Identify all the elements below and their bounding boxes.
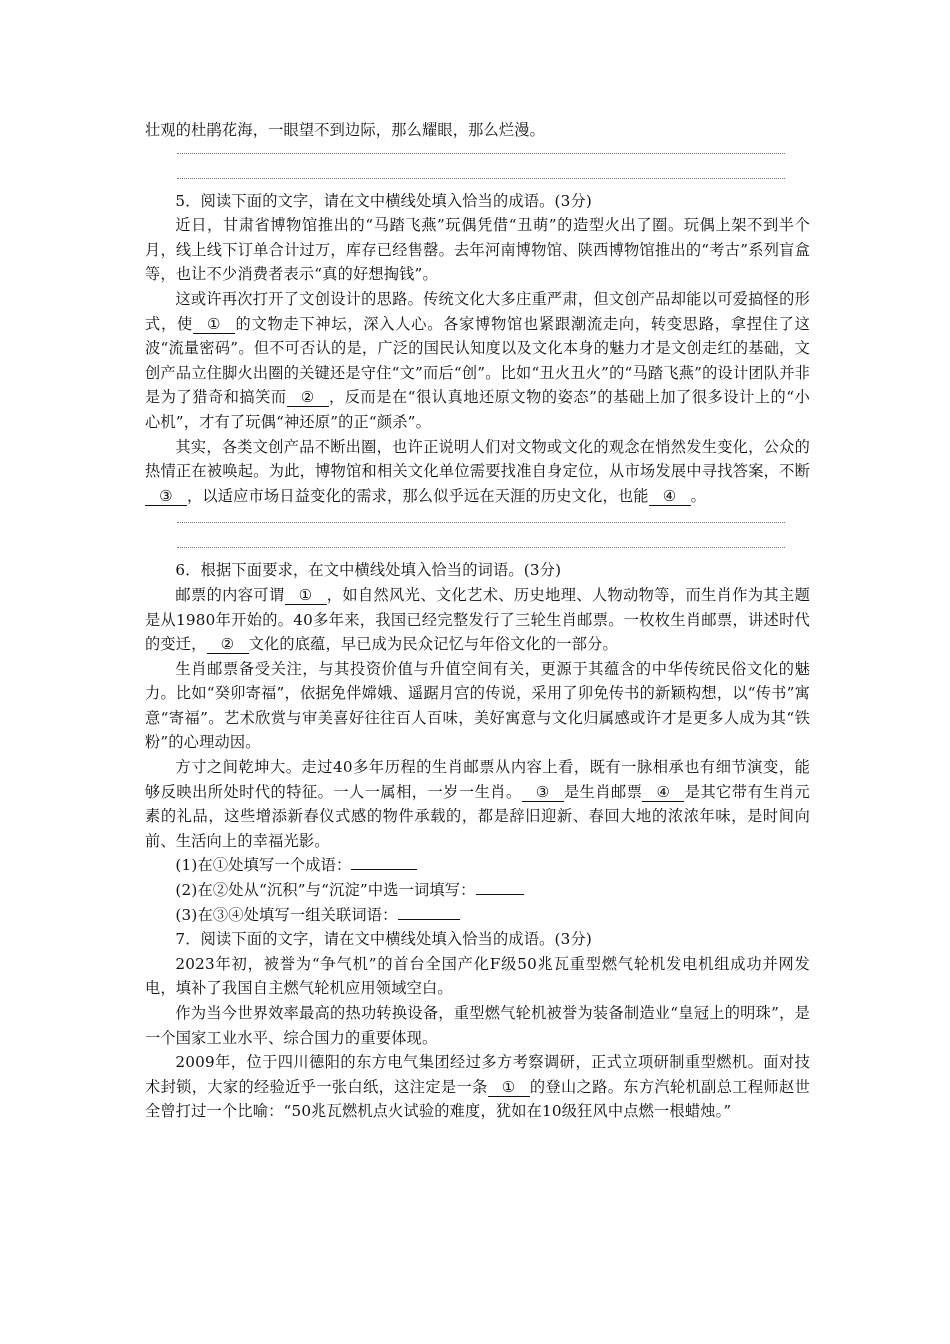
text-segment: 是其它带有生肖元素的礼品，这些增添新春仪式感的物件承载的，都是辞旧迎新、春回大地的浓浓年味，是时间向前、生活向上的幸福光影。 xyxy=(145,782,810,850)
q6-blank-1[interactable]: ① xyxy=(285,586,327,605)
answer-blank[interactable] xyxy=(476,880,524,895)
q6-sub-question-2 xyxy=(145,878,810,903)
q7-title: 7．阅读下面的文字，请在文中横线处填入恰当的成语。(3分) xyxy=(175,930,593,949)
q5-paragraph-1: 近日，甘肃省博物馆推出的“马踏飞燕”玩偶凭借“丑萌”的造型火出了圈。玩偶上架不到半个月，线上线下订单合计过万，库存已经售罄。去年河南博物馆、陕西博物馆推出的“考古”系列盲盒等，也让不少消费者表示“真的好想掏钱”。 xyxy=(145,216,810,284)
q5-blank-4[interactable]: ④ xyxy=(649,487,691,506)
q6-title: 6．根据下面要求，在文中横线处填入恰当的词语。(3分) xyxy=(175,561,562,580)
answer-lines-top xyxy=(177,153,785,179)
q6-blank-4[interactable]: ④ xyxy=(642,783,684,802)
q7-paragraph-1: 2023年初，被誉为“争气机”的首台全国产化F级50兆瓦重型燃气轮机发电机组成功并网发电，填补了我国自主燃气轮机应用领域空白。 xyxy=(145,954,810,998)
q7-paragraph-2: 作为当今世界效率最高的热功转换设备，重型燃气轮机被誉为装备制造业“皇冠上的明珠”，是一个国家工业水平、综合国力的重要体现。 xyxy=(145,1004,810,1047)
continuation-text: 壮观的杜鹃花海，一眼望不到边际，那么耀眼，那么烂漫。 xyxy=(145,121,546,139)
text-segment: 这或许再次打开了文创设计的思路。传统文化大多庄重严肃，但文创产品却能以可爱搞怪的形式，使 xyxy=(145,289,810,333)
answer-line[interactable] xyxy=(177,547,785,548)
text-segment: 邮票的内容可谓 xyxy=(175,585,285,604)
q6-paragraph-1 xyxy=(145,583,810,657)
text-segment: 是生肖邮票 xyxy=(563,782,643,801)
q5-paragraph-3 xyxy=(145,435,810,509)
answer-line[interactable] xyxy=(177,178,785,179)
text-segment: ，反而是在“很认真地还原文物的姿态”的基础上加了很多设计上的“小心机”，才有了玩偶“神还原”的正“颜杀”。 xyxy=(145,388,810,431)
text-segment: ，以适应市场日益变化的需求，那么似乎远在天涯的历史文化，也能 xyxy=(187,486,649,505)
text-segment: ，如自然风光、文化艺术、历史地理、人物动物等，而生肖作为其主题是从1980年开始的。40多年来，我国已经完整发行了三轮生肖邮票。一枚枚生肖邮票，讲述时代的变迁， xyxy=(145,585,810,654)
sub-question-label: (2)在②处从“沉积”与“沉淀”中选一词填写： xyxy=(175,881,476,900)
document-page xyxy=(145,118,810,1124)
q6-blank-2[interactable]: ② xyxy=(207,635,249,654)
q5-blank-1[interactable]: ① xyxy=(193,315,235,334)
q5-title: 5．阅读下面的文字，请在文中横线处填入恰当的成语。(3分) xyxy=(175,191,593,210)
answer-blank[interactable] xyxy=(351,855,417,870)
text-segment: 文化的底蕴，早已成为民众记忆与年俗文化的一部分。 xyxy=(248,635,618,654)
text-segment: 2009年，位于四川德阳的东方电气集团经过多方考察调研，正式立项研制重型燃机。面对技术封锁，大家的经验近乎一张白纸，这注定是一条 xyxy=(145,1053,810,1096)
q5-blank-2[interactable]: ② xyxy=(287,388,329,407)
text-segment: 方寸之间乾坤大。走过40多年历程的生肖邮票从内容上看，既有一脉相承也有细节演变，能够反映出所处时代的特征。一人一属相，一岁一生肖。 xyxy=(145,758,810,801)
text-segment: 的文物走下神坛，深入人心。各家博物馆也紧跟潮流走向，转变思路，拿捏住了这波“流量密码”。但不可否认的是，广泛的国民认知度以及文化本身的魅力才是文创走红的基础，文创产品立住脚火出圈的关键还是守住“文”而后“创”。比如“丑火丑火”的“马踏飞燕”的设计团队并非是为了猎奇和搞笑而 xyxy=(145,314,811,407)
q7-blank-1[interactable]: ① xyxy=(488,1078,530,1097)
q6-blank-3[interactable]: ③ xyxy=(522,783,564,802)
answer-lines-q5 xyxy=(177,522,785,548)
text-segment: 的登山之路。东方汽轮机副总工程师赵世全曾打过一个比喻：“50兆瓦燃机点火试验的难度，犹如在10级狂风中点燃一根蜡烛。” xyxy=(145,1077,810,1121)
answer-blank[interactable] xyxy=(398,905,460,920)
q5-paragraph-2 xyxy=(145,287,810,435)
sub-question-label: (1)在①处填写一个成语： xyxy=(175,856,352,875)
answer-line[interactable] xyxy=(177,153,785,154)
q6-sub-question-3 xyxy=(145,903,810,928)
q6-paragraph-3 xyxy=(145,755,810,853)
q7-paragraph-3 xyxy=(145,1050,810,1124)
q5-blank-3[interactable]: ③ xyxy=(145,487,187,506)
text-segment: 。 xyxy=(690,486,707,505)
answer-line[interactable] xyxy=(177,522,785,523)
sub-question-label: (3)在③④处填写一组关联词语： xyxy=(175,905,398,924)
q6-sub-question-1 xyxy=(145,853,810,878)
text-segment: 其实，各类文创产品不断出圈，也许正说明人们对文物或文化的观念在悄然发生变化，公众的热情正在被唤起。为此，博物馆和相关文化单位需要找准自身定位，从市场发展中寻找答案，不断 xyxy=(145,437,810,481)
q6-paragraph-2: 生肖邮票备受关注，与其投资价值与升值空间有关，更源于其蕴含的中华传统民俗文化的魅力。比如“癸卯寄福”，依据免伴嫦娥、遥踞月宫的传说，采用了卯免传书的新颖构想，以“传书”寓意“寄福”。艺术欣赏与审美喜好往往百人百味，美好寓意与文化归属感或许才是更多人成为其“铁粉”的心理动因。 xyxy=(145,659,810,752)
